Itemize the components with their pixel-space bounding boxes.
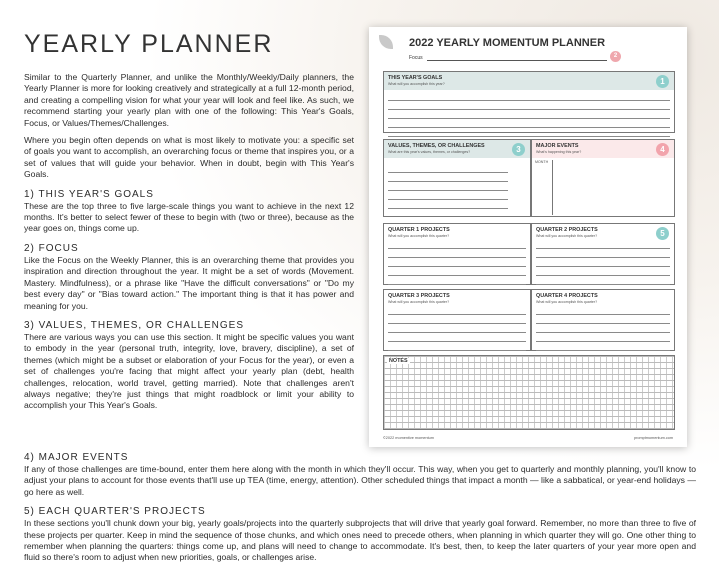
q1-sub: What will you accomplish this quarter? — [388, 234, 450, 238]
section-heading-quarters: 5) EACH QUARTER'S PROJECTS — [24, 506, 206, 518]
q4-box — [531, 289, 675, 351]
values-title: VALUES, THEMES, OR CHALLENGES — [388, 143, 485, 149]
q1-box — [383, 223, 531, 285]
left-column — [24, 72, 354, 418]
focus-number-badge: 2 — [610, 51, 621, 62]
section-body-values: There are various ways you can use this section. It might be specific values you want to embody in the year (personal truth, integrity, love, bravery, discipline), a set of themes (which might be a subset or elaboration of your Focus for the year), or even a set of challenges you're facing that might affect your yearly plan (debt, health challenges, relocation, world travel, getting married). Note that challenges aren't always negative; they're just things that might roadblock or limit your ability to accomplish your This Year's Goals. — [24, 331, 354, 411]
q3-title: QUARTER 3 PROJECTS — [388, 293, 450, 299]
events-month-label: MONTH — [535, 160, 549, 164]
q3-lines — [388, 306, 526, 351]
events-sub: What's happening this year? — [536, 150, 582, 154]
values-number-badge: 3 — [512, 143, 525, 156]
leaf-icon — [379, 35, 393, 49]
page-title: YEARLY PLANNER — [24, 30, 274, 58]
section-body-focus: Like the Focus on the Weekly Planner, this is an overarching theme that provides you inspiration and direction throughout the year. It might be a set of words (Movement. Mastery. Mindfulness), or a phrase like "Have the difficult conversations" or "Do my best every day" or "Bias toward action." The important thing is that it has power and meaning for you. — [24, 254, 354, 311]
goals-box — [383, 71, 675, 133]
section-body-quarters: In these sections you'll chunk down your big, yearly goals/projects into the quarterly subprojects that will drive that yearly goal forward. Remember, no more than three to five of these projects per quarter. Keep in mind the sequence of those chunks, and which ones need to precede others, when planning in which quarter they will go. One other thing to remember when planning the quarters: things come up, and plans will need to change to accommodate. It's best, then, to keep the later quarters of your year more open and fluid so there's room to adjust when new priorities, goals, or challenges arise. — [24, 518, 696, 563]
footer-left: ©2022 momentive momentum — [383, 436, 434, 440]
focus-label: Focus — [409, 55, 423, 61]
q4-sub: What will you accomplish this quarter? — [536, 300, 598, 304]
values-lines — [388, 164, 508, 209]
goals-title: THIS YEAR'S GOALS — [388, 75, 443, 81]
q2-title: QUARTER 2 PROJECTS — [536, 227, 598, 233]
focus-line — [427, 60, 607, 61]
section-heading-events: 4) MAJOR EVENTS — [24, 452, 129, 463]
goals-lines — [388, 92, 670, 137]
events-box — [531, 139, 675, 217]
q3-sub: What will you accomplish this quarter? — [388, 300, 450, 304]
q2-lines — [536, 240, 670, 285]
section-heading-goals: 1) THIS YEAR'S GOALS — [24, 188, 154, 200]
q4-title: QUARTER 4 PROJECTS — [536, 293, 598, 299]
footer-right: promptmomentum.com — [633, 436, 673, 440]
intro-paragraph-1: Similar to the Quarterly Planner, and unlike the Monthly/Weekly/Daily planners, the Yearly Planner is more for looking creatively and strategically at a full 12-month period, and creating a compelling vision for what your year will look and feel like. As such, we recommend starting your yearly plan with one of the following: This Year's Goals, Focus, or Values/Themes/Challenges. — [24, 72, 354, 128]
major-events-section — [24, 444, 696, 570]
events-divider — [552, 160, 553, 215]
section-heading-values: 3) VALUES, THEMES, OR CHALLENGES — [24, 319, 245, 331]
planner-title: 2022 YEARLY MOMENTUM PLANNER — [409, 37, 606, 49]
events-number-badge: 4 — [656, 143, 669, 156]
q1-title: QUARTER 1 PROJECTS — [388, 227, 450, 233]
q2-sub: What will you accomplish this quarter? — [536, 234, 598, 238]
intro-paragraph-2: Where you begin often depends on what is most likely to motivate you: a specific set of goals you want to accomplish, an overarching focus or theme that inspires you, or a set of values that will guide your behavior. When in doubt, begin with This Year's Goals. — [24, 135, 354, 180]
section-body-goals: These are the top three to five large-scale things you want to achieve in the next 12 months. It's better to select fewer of these to begin with (two or three), because as the year goes on, things come up. — [24, 200, 354, 234]
goals-sub: What will you accomplish this year? — [388, 82, 445, 86]
section-body-events: If any of those challenges are time-bound, enter them here along with the month in which they'll occur. This way, when you get to quarterly and monthly planning, you'll know to adjust your plans to account for those events that'll use up TEA (time, energy, attention). Other scheduled things that impact a month — like a sabbatical, or year-end holidays — go here as well. — [24, 464, 696, 497]
values-sub: What are this year's values, themes, or challenges? — [388, 150, 471, 154]
goals-number-badge: 1 — [656, 75, 669, 88]
q2-number-badge: 5 — [656, 227, 669, 240]
events-title: MAJOR EVENTS — [536, 143, 579, 149]
q4-lines — [536, 306, 670, 351]
q2-box — [531, 223, 675, 285]
notes-title: NOTES — [389, 358, 408, 364]
section-heading-focus: 2) FOCUS — [24, 242, 79, 254]
values-box — [383, 139, 531, 217]
notes-grid — [383, 355, 675, 430]
q3-box — [383, 289, 531, 351]
planner-sheet-image — [369, 27, 687, 447]
q1-lines — [388, 240, 526, 285]
